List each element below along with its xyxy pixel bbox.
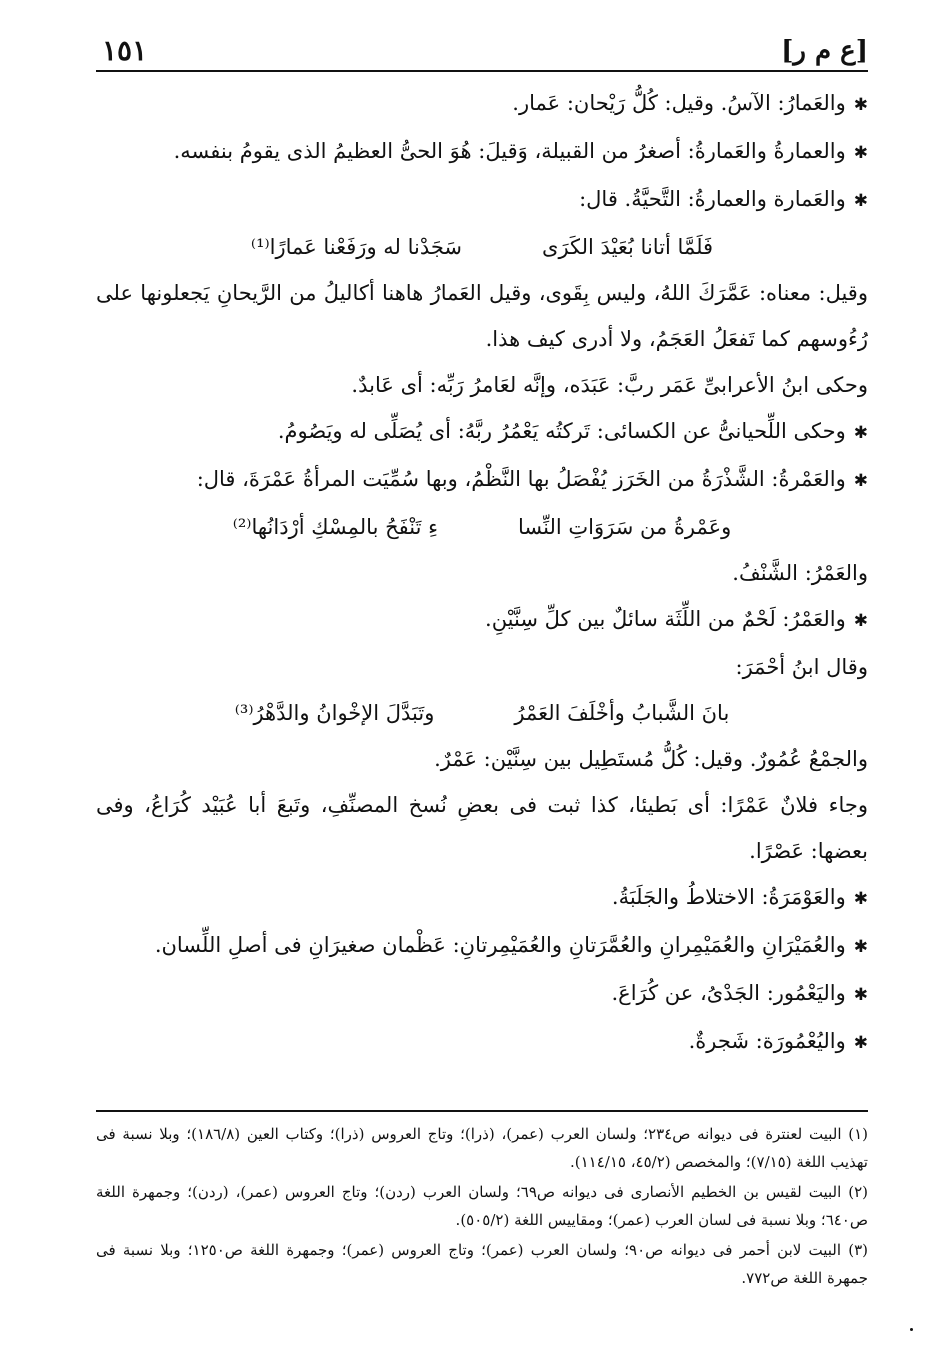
footnotes — [96, 1110, 868, 1294]
entry-line: وقيل: معناه: عَمَّرَكَ اللهُ، وليس بِقَوى، وقيل العَمارُ هاهنا أكاليلُ من الرَّيحانِ يَجعلونها على رُءُوسهم كما تَفعَلُ العَجَمُ، ولا أدرى كيف هذا. — [96, 281, 868, 351]
entry-line: ✱ والعمارةُ والعَمارةُ: أصغرُ من القبيلة، وَقيلَ: هُوَ الحىُّ العظيمُ الذى يقومُ بنفسه. — [96, 128, 868, 176]
verse-hemistich-second: سَجَدْنا له ورَفَعْنا عَمارًا⁽¹⁾ — [250, 235, 463, 259]
verse-hemistich-first: فَلَمَّا أتانا بُعَيْدَ الكَرَى — [542, 235, 714, 259]
verse-hemistich-second: ءِ تَنْفَحُ بالمِسْكِ أرْدَانُها⁽²⁾ — [232, 515, 439, 539]
entry-line: ✱ وحكى اللِّحيانىُّ عن الكسائى: تَركتُه يَعْمُرُ ربَّهُ: أى يُصَلِّى له ويَصُومُ. — [96, 408, 868, 456]
entry-line: ✱ والعَمْرةُ: الشَّذْرَةُ من الخَرَز يُفْصَلُ بها النَّظْمُ، وبها سُمِّيَت المرأةُ عَمْرَةَ، قال: — [96, 456, 868, 504]
page-header — [96, 30, 868, 72]
footnote: (٣) البيت لابن أحمر فى ديوانه ص٩٠؛ ولسان العرب (عمر)؛ وتاج العروس (عمر)؛ وجمهرة اللغة ص١٢٥٠؛ وبلا نسبة فى جمهرة اللغة ص٧٧٢. — [96, 1241, 868, 1287]
entry-line: وقال ابنُ أحْمَرَ: — [735, 655, 868, 679]
entry-line: ✱ والعَمْرُ: لَحْمٌ من اللِّثَة سائلٌ بين كلِّ سِنَّيْنِ. — [96, 596, 868, 644]
entry-line: وجاء فلانٌ عَمْرًا: أى بَطيئا، كذا ثبت فى بعضِ نُسخ المصنِّفِ، وتَبعَ أبا عُبَيْد كُرَاعُ، وفى بعضها: عَصْرًا. — [96, 793, 868, 863]
page-speck — [910, 1328, 913, 1331]
entry-body — [96, 80, 868, 1066]
footnote: (١) البيت لعنترة فى ديوانه ص٢٣٤؛ ولسان العرب (عمر)، (ذرا)؛ وتاج العروس (ذرا)؛ وكتاب العين (١٨٦/٨)؛ وبلا نسبة فى تهذيب اللغة (٧/١٥)؛ والمخصص (٤٥/٢، ١١٤/١٥). — [96, 1125, 868, 1171]
entry-line: والعَمْرُ: الشَّنْفُ. — [732, 561, 868, 585]
entry-line: ✱ والعَمارة والعمارةُ: التَّحيَّةُ. قال: — [96, 176, 868, 224]
entry-line: والجمْعُ عُمُورٌ. وقيل: كُلُّ مُستَطِيل بين سِنَّيْن: عَمْرٌ. — [434, 747, 868, 771]
root-heading: [ع م ر] — [781, 36, 868, 66]
entry-line: ✱ والعُمَيْرَانِ والعُمَيْمِرانِ والعُمَّرَتانِ والعُمَيْمِرتانِ: عَظْمان صغيرَانِ فى أصلِ اللِّسان. — [96, 922, 868, 970]
entry-line: وحكى ابنُ الأعرابىِّ عَمَر ربَّ: عَبَدَه، وإنَّه لعَامرُ رَبِّه: أى عَابدٌ. — [351, 373, 868, 397]
verse-line — [96, 690, 868, 736]
verse-hemistich-second: وتَبَدَّلَ الإخْوانُ والدَّهْرُ⁽³⁾ — [234, 701, 435, 725]
entry-line: ✱ واليُعْمُورَة: شَجرةٌ. — [96, 1018, 868, 1066]
verse-hemistich-first: بانَ الشَّبابُ وأخْلَفَ العَمْرُ — [514, 701, 730, 725]
entry-line: ✱ والعَمارُ: الآسُ. وقيل: كُلُّ رَيْحان: عَمار. — [96, 80, 868, 128]
verse-line — [96, 504, 868, 550]
footnote: (٢) البيت لقيس بن الخطيم الأنصارى فى ديوانه ص٦٩؛ ولسان العرب (ردن)؛ وتاج العروس (عمر)، (ردن)؛ وجمهرة اللغة ص٦٤٠؛ وبلا نسبة فى لسان العرب (عمر)؛ ومقاييس اللغة (٥٠٥/٢). — [96, 1183, 868, 1229]
entry-line: ✱ والعَوْمَرَةُ: الاختلاطُ والجَلَبَةُ. — [96, 874, 868, 922]
page-number: ١٥١ — [102, 34, 148, 67]
verse-line — [96, 224, 868, 270]
verse-hemistich-first: وعَمْرةُ من سَرَوَاتِ النِّسا — [518, 515, 732, 539]
entry-line: ✱ واليَعْمُور: الجَدْىُ، عن كُرَاعَ. — [96, 970, 868, 1018]
